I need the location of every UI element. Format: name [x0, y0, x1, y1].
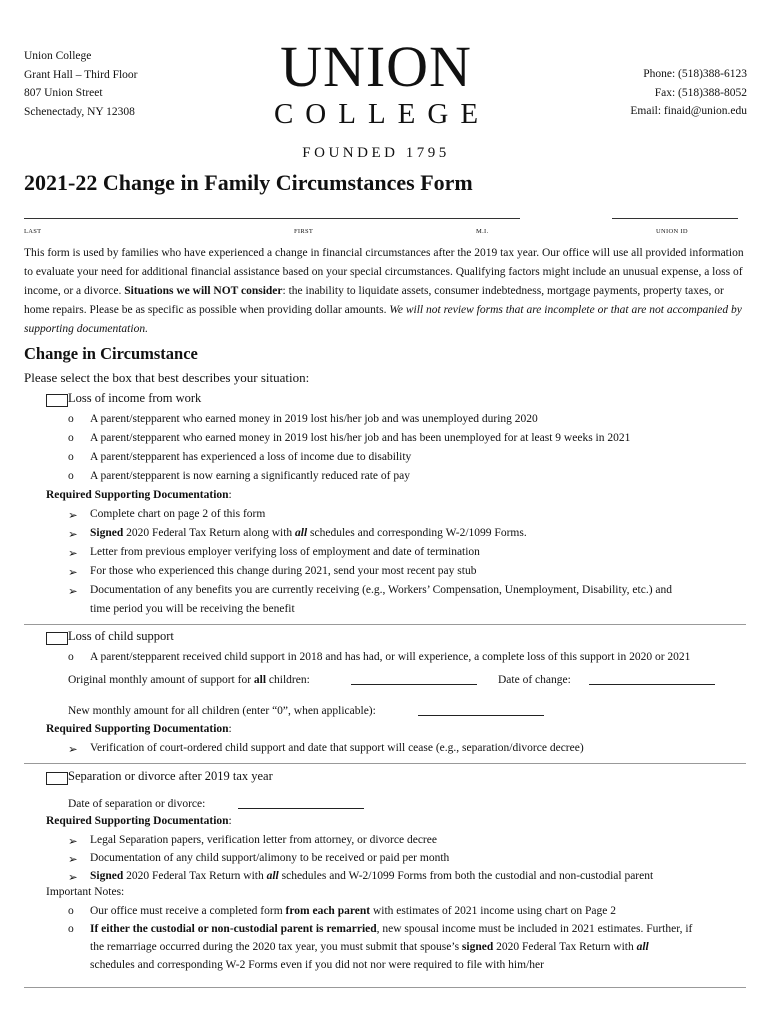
arrow-bullet-icon: ➢	[68, 744, 78, 756]
arrow-bullet-icon: ➢	[68, 529, 78, 541]
address-line: Grant Hall – Third Floor	[24, 68, 138, 81]
address-line: Union College	[24, 50, 92, 62]
section-divider	[24, 763, 746, 764]
form-title: 2021-22 Change in Family Circumstances Form	[24, 170, 473, 195]
circle-bullet-icon: o	[68, 432, 74, 444]
important-notes-label: Important Notes:	[46, 886, 125, 898]
section-divider	[24, 987, 746, 988]
all-emphasis: all	[266, 870, 279, 882]
arrow-bullet-icon: ➢	[68, 836, 78, 848]
circle-bullet-icon: o	[68, 451, 74, 463]
new-amount-label: New monthly amount for all children (enter “0”, when applicable):	[68, 705, 376, 717]
all-emphasis: all	[295, 527, 308, 539]
date-of-separation-field[interactable]	[238, 798, 364, 809]
text-span: 2020 Federal Tax Return along with	[123, 527, 296, 539]
all-bold: all	[253, 674, 267, 686]
important-note	[90, 905, 616, 917]
child-support-option: A parent/stepparent received child support in 2018 and has had, or will experience, a complete loss of this support in 2020 or 2021	[90, 651, 691, 663]
union-college-logo	[256, 34, 496, 162]
logo-union: UNION	[280, 34, 472, 99]
income-option: A parent/stepparent has experienced a loss of income due to disability	[90, 451, 412, 463]
text-span: children:	[266, 674, 310, 686]
separation-divorce-label: Separation or divorce after 2019 tax year	[68, 769, 273, 783]
signed-bold: Signed	[90, 870, 124, 882]
required-docs-heading: Required Supporting Documentation:	[46, 489, 232, 501]
income-option: A parent/stepparent who earned money in 2019 lost his/her job and has been unemployed for at least 9 weeks in 2021	[90, 432, 631, 444]
required-doc-item-continued: time period you will be receiving the benefit	[90, 603, 295, 615]
text-span: Original monthly amount of support for	[68, 674, 254, 686]
required-doc-item	[90, 527, 527, 539]
arrow-bullet-icon: ➢	[68, 854, 78, 866]
arrow-bullet-icon: ➢	[68, 586, 78, 598]
circle-bullet-icon: o	[68, 905, 74, 917]
required-doc-item: Verification of court-ordered child support and date that support will cease (e.g., separation/divorce decree)	[90, 742, 584, 754]
intro-text: This form is used by families who have experienced a change in financial circumstances after the 2019 tax year. Our office will use all provided information to evaluate your need for additional financial assistance based on your special circumstances. Qualifying factors might include an unusual expense, a loss of income, or a divorce.	[24, 247, 744, 297]
loss-of-child-support-checkbox[interactable]	[46, 632, 68, 645]
address-line: Schenectady, NY 12308	[24, 105, 135, 118]
select-prompt: Please select the box that best describes your situation:	[24, 370, 310, 385]
date-of-separation-label: Date of separation or divorce:	[68, 798, 206, 810]
all-emphasis: all	[636, 941, 649, 953]
note-bold: from each parent	[285, 905, 371, 917]
required-doc-item: Documentation of any child support/alimony to be received or paid per month	[90, 852, 450, 864]
text-span: 2020 Federal Tax Return with	[493, 941, 637, 953]
text-span: 2020 Federal Tax Return with	[123, 870, 267, 882]
logo-college: COLLEGE	[273, 98, 491, 130]
income-option: A parent/stepparent who earned money in 2019 lost his/her job and was unemployed during 2020	[90, 413, 538, 425]
circle-bullet-icon: o	[68, 413, 74, 425]
text-span: Our office must receive a completed form	[90, 905, 286, 917]
required-docs-label: Required Supporting Documentation	[46, 489, 229, 501]
union-id-field-line[interactable]	[612, 218, 738, 219]
email: Email: finaid@union.edu	[630, 105, 747, 117]
required-doc-item	[90, 870, 653, 882]
required-docs-label: Required Supporting Documentation	[46, 723, 229, 735]
important-note	[90, 923, 692, 935]
intro-text: : the inability to liquidate assets, consumer indebtedness, mortgage payments, property taxes, or home repairs. Please be as specific as possible when providing dollar amounts.	[24, 285, 724, 316]
required-doc-item: Documentation of any benefits you are currently receiving (e.g., Workers’ Compensation, Unemployment, Disability, etc.) and	[90, 584, 672, 596]
intro-bold: Situations we will NOT consider	[124, 285, 283, 297]
middle-initial-label: M.I.	[476, 228, 489, 235]
office-contact	[630, 65, 747, 121]
text-span: schedules and W-2/1099 Forms from both the custodial and non-custodial parent	[278, 870, 654, 882]
arrow-bullet-icon: ➢	[68, 510, 78, 522]
arrow-bullet-icon: ➢	[68, 548, 78, 560]
important-note-continued	[90, 941, 649, 953]
circle-bullet-icon: o	[68, 923, 74, 935]
arrow-bullet-icon: ➢	[68, 872, 78, 884]
original-amount-field[interactable]	[351, 674, 477, 685]
intro-italic: We will not review forms that are incomplete or that are not accompanied by supporting documentation.	[24, 304, 742, 335]
required-docs-heading: Required Supporting Documentation:	[46, 723, 232, 735]
text-span: with estimates of 2021 income using chart on Page 2	[370, 905, 617, 917]
logo-founded: FOUNDED 1795	[302, 145, 450, 161]
required-docs-heading: Required Supporting Documentation:	[46, 815, 232, 827]
section-divider	[24, 624, 746, 625]
circle-bullet-icon: o	[68, 651, 74, 663]
important-note-continued: schedules and corresponding W-2 Forms even if you did not nor were required to file with him/her	[90, 959, 544, 971]
fax: Fax: (518)388-8052	[654, 86, 747, 99]
address-line: 807 Union Street	[24, 87, 103, 99]
loss-of-income-label: Loss of income from work	[68, 391, 202, 405]
signed-bold: signed	[461, 941, 494, 953]
union-id-label: UNION ID	[656, 228, 688, 235]
required-doc-item: Letter from previous employer verifying loss of employment and date of termination	[90, 546, 480, 558]
date-of-change-label: Date of change:	[498, 674, 571, 686]
loss-of-child-support-label: Loss of child support	[68, 629, 174, 643]
required-docs-label: Required Supporting Documentation	[46, 815, 229, 827]
required-doc-item: For those who experienced this change during 2021, send your most recent pay stub	[90, 565, 477, 577]
original-amount-label	[68, 674, 310, 686]
signed-bold: Signed	[90, 527, 124, 539]
required-doc-item: Complete chart on page 2 of this form	[90, 508, 266, 520]
required-doc-item: Legal Separation papers, verification letter from attorney, or divorce decree	[90, 834, 437, 846]
note-bold: If either the custodial or non-custodial parent is remarried	[90, 923, 377, 935]
text-span: schedules and corresponding W-2/1099 Forms.	[307, 527, 527, 539]
separation-divorce-checkbox[interactable]	[46, 772, 68, 785]
loss-of-income-checkbox[interactable]	[46, 394, 68, 407]
text-span: the remarriage occurred during the 2020 tax year, you must submit that spouse’s	[90, 941, 462, 953]
intro-paragraph	[24, 244, 746, 339]
first-name-label: FIRST	[294, 228, 314, 235]
name-field-line[interactable]	[24, 218, 520, 219]
date-of-change-field[interactable]	[589, 674, 715, 685]
section-heading: Change in Circumstance	[24, 344, 198, 363]
phone: Phone: (518)388-6123	[643, 68, 747, 80]
new-amount-field[interactable]	[418, 705, 544, 716]
arrow-bullet-icon: ➢	[68, 567, 78, 579]
income-option: A parent/stepparent is now earning a significantly reduced rate of pay	[90, 470, 410, 482]
last-name-label: LAST	[24, 228, 42, 235]
text-span: , new spousal income must be included in 2021 estimates. Further, if	[376, 923, 693, 935]
circle-bullet-icon: o	[68, 470, 74, 482]
college-address	[24, 47, 138, 121]
